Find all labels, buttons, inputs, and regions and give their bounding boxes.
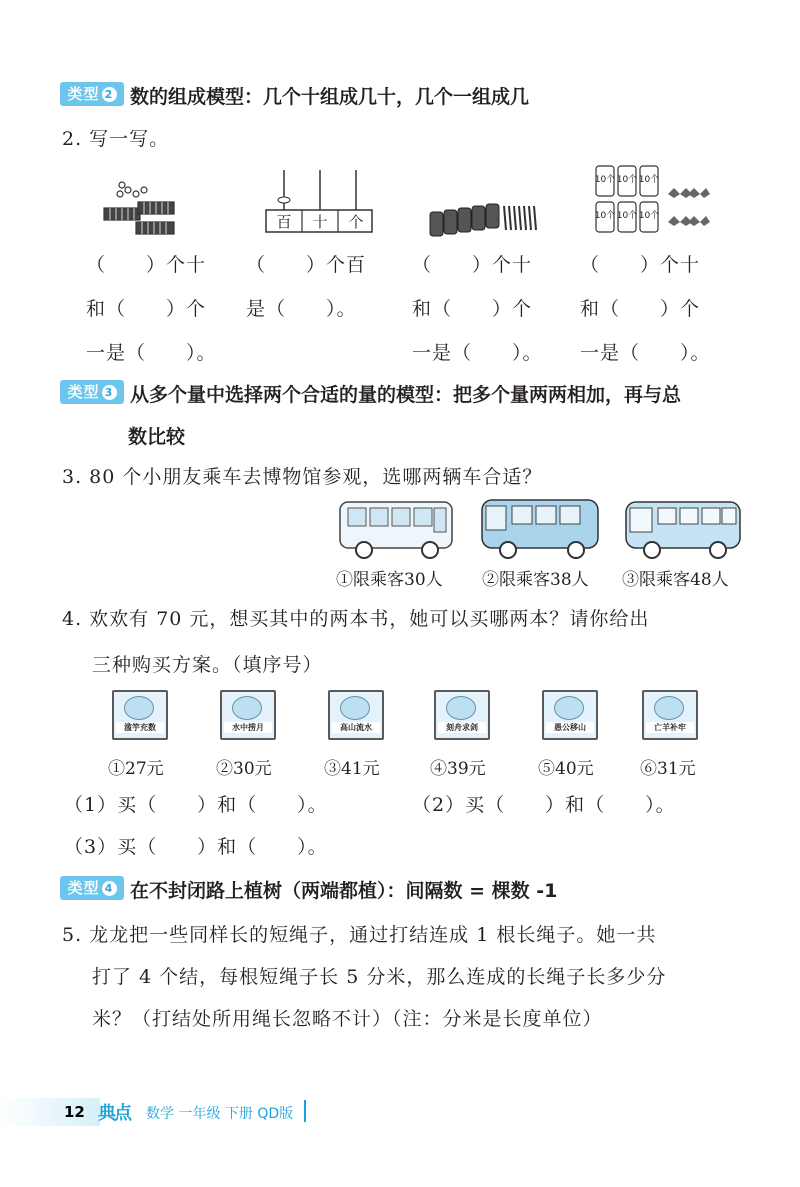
type3-title-line1: 从多个量中选择两个合适的量的模型：把多个量两两相加，再与总 bbox=[130, 384, 682, 406]
footer-divider bbox=[304, 1100, 306, 1122]
q2-col3-line2: 和（ ）个 bbox=[412, 298, 533, 320]
book-4-price: ④39元 bbox=[430, 759, 486, 779]
svg-text:10个: 10个 bbox=[594, 211, 616, 221]
book-3-cover: 高山流水 bbox=[328, 690, 384, 740]
question-3: 3. 80 个小朋友乘车去博物馆参观，选哪两辆车合适？ bbox=[62, 466, 543, 488]
footer-bar bbox=[0, 1098, 100, 1126]
q4-answer-3: （3）买（ ）和（ ）。 bbox=[64, 836, 328, 858]
q2-col2-line2: 是（ ）。 bbox=[246, 298, 357, 320]
book-6-price: ⑥31元 bbox=[640, 759, 696, 779]
book-5-cover: 愚公移山 bbox=[542, 690, 598, 740]
question-5-line2: 打了 4 个结，每根短绳子长 5 分米，那么连成的长绳子长多少分 bbox=[92, 966, 667, 988]
q2-col4-line3: 一是（ ）。 bbox=[580, 342, 711, 364]
q2-col1-line2: 和（ ）个 bbox=[86, 298, 207, 320]
svg-text:10个: 10个 bbox=[638, 175, 660, 185]
q2-col3-line3: 一是（ ）。 bbox=[412, 342, 543, 364]
book-1-price: ①27元 bbox=[108, 759, 164, 779]
footer-book-info: 数学 一年级 下册 QD版 bbox=[146, 1106, 294, 1122]
type2-title: 数的组成模型：几个十组成几十，几个一组成几 bbox=[130, 86, 530, 108]
bus-2-icon bbox=[478, 494, 604, 562]
bus-3-label: ③限乘客48人 bbox=[622, 570, 729, 590]
stick-bundles-illustration bbox=[428, 202, 540, 242]
brand-logo: 典点 bbox=[98, 1103, 130, 1124]
book-6-cover: 亡羊补牢 bbox=[642, 690, 698, 740]
page-number: 12 bbox=[64, 1103, 85, 1121]
bus-2-label: ②限乘客38人 bbox=[482, 570, 589, 590]
type4-badge: 类型 4 bbox=[60, 876, 124, 900]
type3-badge: 类型 3 bbox=[60, 380, 124, 404]
svg-text:10个: 10个 bbox=[616, 211, 638, 221]
ten-cubes-illustration bbox=[594, 164, 712, 238]
bus-1-label: ①限乘客30人 bbox=[336, 570, 443, 590]
abacus-label-ones: 个 bbox=[348, 213, 364, 231]
question-5-line3: 米？（打结处所用绳长忽略不计）（注：分米是长度单位） bbox=[92, 1008, 603, 1030]
svg-text:10个: 10个 bbox=[594, 175, 616, 185]
abacus-label-hundreds: 百 bbox=[276, 213, 292, 231]
q2-col4-line2: 和（ ）个 bbox=[580, 298, 701, 320]
question-4-line1: 4. 欢欢有 70 元，想买其中的两本书，她可以买哪两本？请你给出 bbox=[62, 608, 650, 630]
svg-text:10个: 10个 bbox=[638, 211, 660, 221]
question-2: 2. 写一写。 bbox=[62, 128, 170, 150]
cube-groups-illustration bbox=[98, 178, 180, 240]
bus-3-icon bbox=[622, 494, 744, 562]
question-4-line2: 三种购买方案。（填序号） bbox=[92, 654, 323, 676]
question-5-line1: 5. 龙龙把一些同样长的短绳子，通过打结连成 1 根长绳子。她一共 bbox=[62, 924, 657, 946]
book-2-cover: 水中捞月 bbox=[220, 690, 276, 740]
type3-title-line2: 数比较 bbox=[128, 426, 186, 448]
book-3-price: ③41元 bbox=[324, 759, 380, 779]
q2-col2-line1: （ ）个百 bbox=[246, 254, 367, 276]
type2-badge: 类型 2 bbox=[60, 82, 124, 106]
q2-col3-line1: （ ）个十 bbox=[412, 254, 533, 276]
book-5-price: ⑤40元 bbox=[538, 759, 594, 779]
book-4-cover: 刻舟求剑 bbox=[434, 690, 490, 740]
book-1-cover: 滥竽充数 bbox=[112, 690, 168, 740]
abacus-illustration bbox=[258, 166, 378, 238]
q2-col1-line3: 一是（ ）。 bbox=[86, 342, 217, 364]
type4-title: 在不封闭路上植树（两端都植）：间隔数 = 棵数 -1 bbox=[130, 880, 558, 902]
q4-answer-1: （1）买（ ）和（ ）。 bbox=[64, 794, 328, 816]
svg-text:10个: 10个 bbox=[616, 175, 638, 185]
book-2-price: ②30元 bbox=[216, 759, 272, 779]
abacus-label-tens: 十 bbox=[312, 213, 328, 231]
q2-col1-line1: （ ）个十 bbox=[86, 254, 207, 276]
q2-col4-line1: （ ）个十 bbox=[580, 254, 701, 276]
bus-1-icon bbox=[336, 496, 458, 562]
q4-answer-2: （2）买（ ）和（ ）。 bbox=[412, 794, 676, 816]
